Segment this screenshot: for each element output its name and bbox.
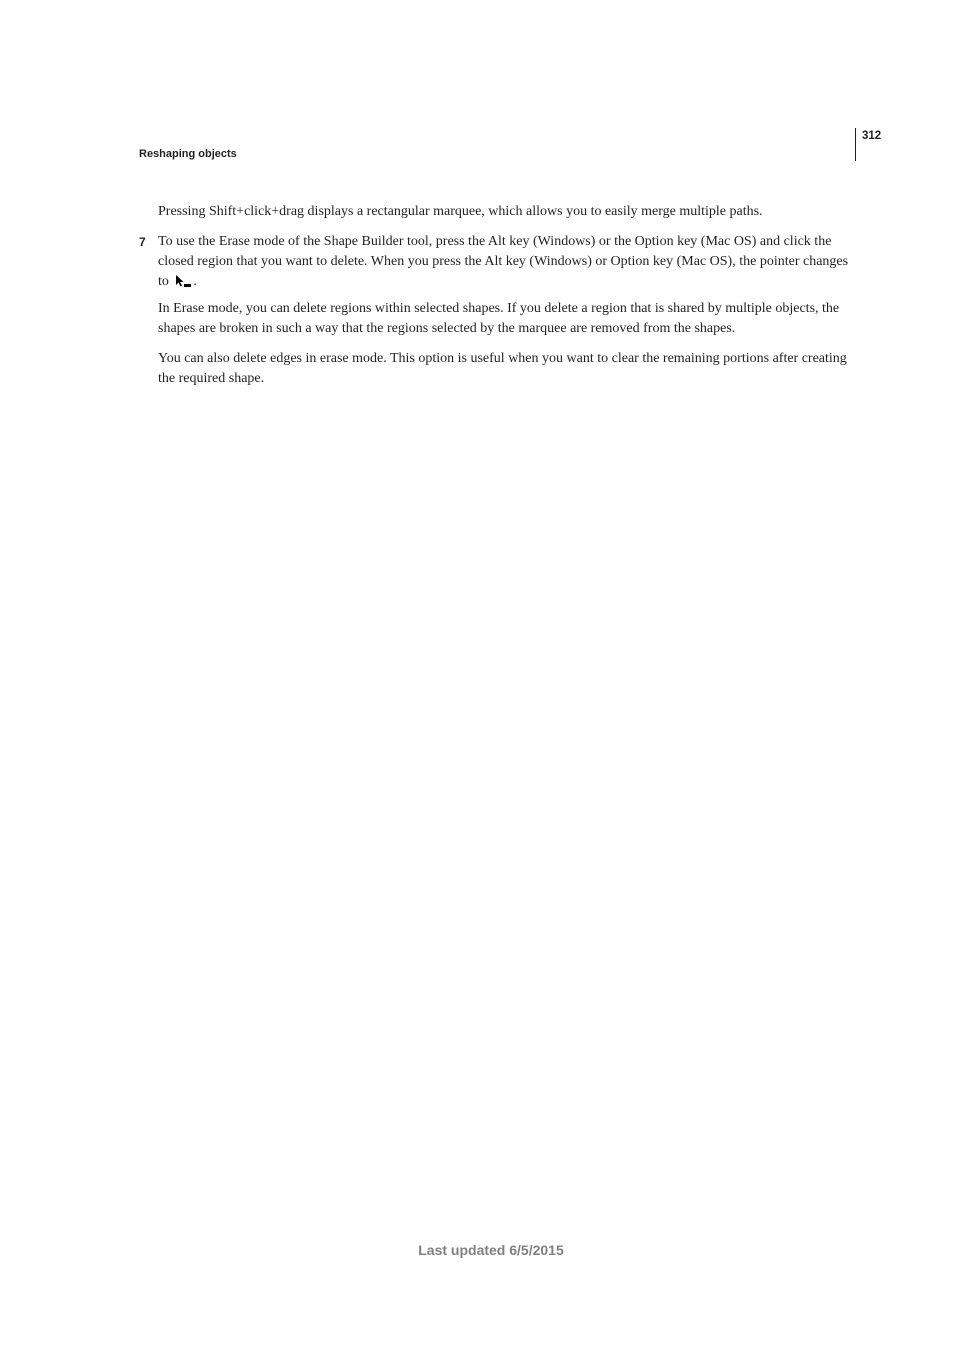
step-text: To use the Erase mode of the Shape Builder tool, press the Alt key (Windows) or the Option key (Mac OS) and click the closed region that you want to delete. When you press the Alt key (Windows) or Option key (Mac OS), the pointer changes to xyxy=(158,234,849,289)
intro-paragraph: Pressing Shift+click+drag displays a rectangular marquee, which allows you to easily merge multiple paths. xyxy=(158,204,763,219)
step-trailing: . xyxy=(193,274,197,289)
step-number: 7 xyxy=(139,235,146,249)
delete-edges-paragraph: You can also delete edges in erase mode. This option is useful when you want to clear the remaining portions after creating the required shape. xyxy=(158,351,847,386)
page-number-rule xyxy=(855,128,856,161)
shape-builder-erase-cursor-icon xyxy=(175,274,193,288)
erase-mode-paragraph: In Erase mode, you can delete regions within selected shapes. If you delete a region that is shared by multiple objects, the shapes are broken in such a way that the regions selected by the marquee are removed from the shapes. xyxy=(158,301,840,336)
step-7-paragraph xyxy=(139,232,850,292)
body-text xyxy=(139,202,850,389)
running-head: Reshaping objects xyxy=(139,148,237,160)
last-updated-footer: Last updated 6/5/2015 xyxy=(418,1242,564,1258)
page-number: 312 xyxy=(862,130,882,142)
